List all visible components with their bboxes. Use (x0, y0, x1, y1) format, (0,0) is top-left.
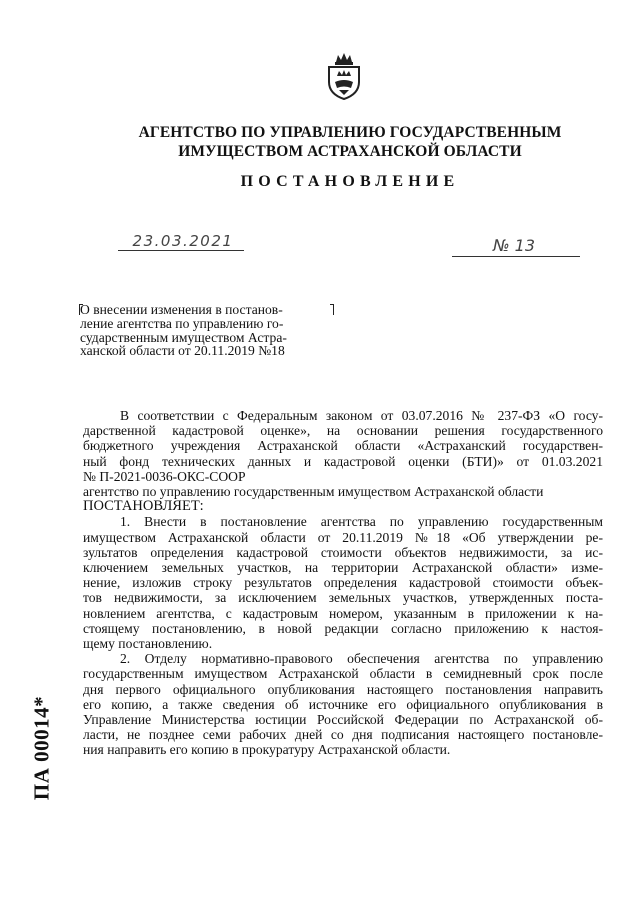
item1-line: нение, изложив строку результатов определения кадастровой стоимости объек- (83, 575, 603, 591)
item2-line: ласти, не позднее семи рабочих дней со дня подписания настоящего постановле- (83, 727, 603, 743)
preamble-line: ный фонд технических данных и кадастровой оценки (БТИ)» от 01.03.2021 (83, 453, 603, 469)
item1-line: щему постановлению. (83, 636, 213, 652)
document-type-title: ПОСТАНОВЛЕНИЕ (240, 173, 460, 190)
subject-bracket-right (330, 304, 334, 315)
item1-line: тов недвижимости, за исключением земельных участков, утвержденных поста- (83, 590, 603, 606)
item2-line: дня первого официального опубликования настоящего постановления направить (83, 681, 603, 697)
agency-name-line1: АГЕНТСТВО ПО УПРАВЛЕНИЮ ГОСУДАРСТВЕННЫМ (138, 124, 562, 141)
preamble-line: дарственной кадастровой оценке», на основании решения государственного (83, 423, 603, 439)
preamble-line: В соответствии с Федеральным законом от 03.07.2016 № 237-ФЗ «О госу- (120, 408, 603, 423)
subject-line: сударственным имуществом Астра- (80, 329, 287, 345)
subject-line: ханской области от 20.11.2019 №18 (80, 343, 285, 359)
resolves-heading: ПОСТАНОВЛЯЕТ: (83, 498, 204, 515)
item2-line: его копию, а также сведения об источнике его официального опубликования в (83, 696, 603, 712)
item2-line: Управление Министерства юстиции Российской Федерации по Астраханской об- (83, 712, 603, 728)
item1-line: ключением земельных участков, на территории Астраханской области» изме- (83, 560, 603, 576)
item1-line: имуществом Астраханской области от 20.11.2019 №18 «Об утверждении ре- (83, 529, 603, 545)
item1-line: стоящему постановлению, в новой редакции согласно приложению к настоя- (83, 620, 603, 636)
handwritten-number: № 13 (492, 236, 536, 255)
registration-stamp: ПА 00014* (29, 695, 54, 801)
subject-line: О внесении изменения в постанов- (80, 302, 283, 317)
agency-name-line2: ИМУЩЕСТВОМ АСТРАХАНСКОЙ ОБЛАСТИ (178, 143, 522, 160)
handwritten-date: 23.03.2021 (132, 232, 234, 250)
item1-line: 1. Внести в постановление агентства по управлению государственным (120, 514, 603, 530)
subject-line: ление агентства по управлению го- (80, 315, 284, 331)
item2-line: ния направить его копию в прокуратуру Астраханской области. (83, 742, 451, 758)
coat-of-arms-emblem (324, 52, 364, 100)
date-underline (118, 250, 244, 251)
preamble-line: бюджетного учреждения Астраханской области «Астраханский государствен- (83, 438, 603, 454)
preamble-line: № П-2021-0036-ОКС-СООР (83, 468, 246, 484)
item2-line: 2. Отделу нормативно-правового обеспечения агентства по управлению (120, 651, 603, 667)
item1-line: новлением агентства, с кадастровым номером, указанным в приложении к на- (83, 605, 603, 621)
preamble-line: агентство по управлению государственным имуществом Астраханской области (83, 484, 544, 500)
number-underline (452, 256, 580, 257)
item1-line: зультатов определения кадастровой стоимости объектов недвижимости, за ис- (83, 544, 603, 560)
item2-line: государственным имуществом Астраханской области в семидневный срок после (83, 666, 603, 682)
document-body (83, 408, 603, 758)
document-subject (80, 303, 330, 358)
